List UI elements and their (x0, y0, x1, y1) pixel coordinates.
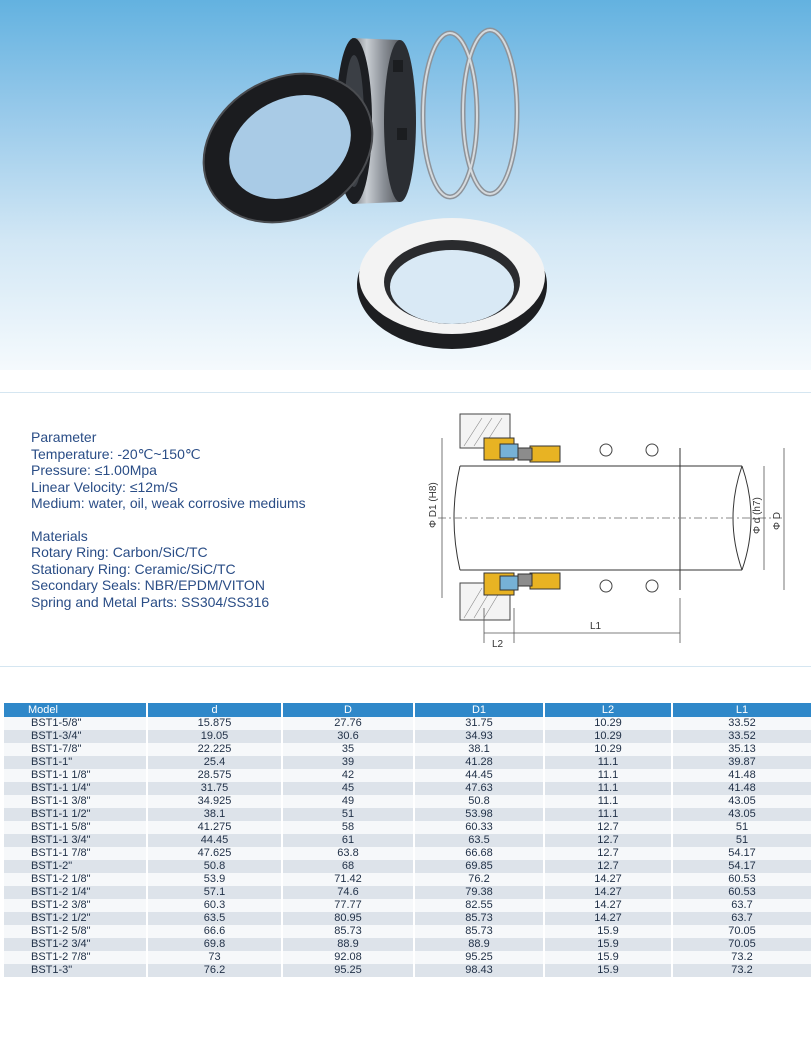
materials-line: Secondary Seals: NBR/EPDM/VITON (31, 577, 265, 593)
cell-l1: 70.05 (672, 925, 811, 938)
cell-big-d: 88.9 (282, 938, 414, 951)
table-row (4, 951, 811, 964)
cell-d: 69.8 (147, 938, 282, 951)
cell-d1: 50.8 (414, 795, 544, 808)
parameter-heading: Parameter (31, 429, 97, 445)
cell-big-d: 71.42 (282, 873, 414, 886)
table-row (4, 899, 811, 912)
cell-big-d: 68 (282, 860, 414, 873)
l2-dimension-label: L2 (492, 639, 504, 650)
cell-d1: 79.38 (414, 886, 544, 899)
cell-l2: 15.9 (544, 951, 672, 964)
cell-l1: 35.13 (672, 743, 811, 756)
materials-line: Spring and Metal Parts: SS304/SS316 (31, 593, 270, 610)
table-body (4, 717, 811, 977)
cell-l2: 11.1 (544, 756, 672, 769)
cell-d: 31.75 (147, 782, 282, 795)
cell-model: BST1-1 1/8" (4, 769, 147, 782)
cell-d: 60.3 (147, 899, 282, 912)
table-row (4, 821, 811, 834)
cell-l1: 54.17 (672, 860, 811, 873)
column-header-l1: L1 (672, 703, 811, 717)
cell-big-d: 39 (282, 756, 414, 769)
cell-model: BST1-1" (4, 756, 147, 769)
table-row (4, 912, 811, 925)
cell-l1: 63.7 (672, 899, 811, 912)
cell-l1: 39.87 (672, 756, 811, 769)
table-row (4, 847, 811, 860)
cell-l1: 70.05 (672, 938, 811, 951)
cell-model: BST1-1 1/4" (4, 782, 147, 795)
parameter-line: Linear Velocity: ≤12m/S (31, 478, 178, 495)
cell-l1: 60.53 (672, 886, 811, 899)
cell-d1: 34.93 (414, 730, 544, 743)
section-divider (0, 666, 811, 667)
table-row (4, 938, 811, 951)
cell-d1: 69.85 (414, 860, 544, 873)
table-row (4, 834, 811, 847)
cell-model: BST1-1 7/8" (4, 847, 147, 860)
cell-model: BST1-2 1/2" (4, 912, 147, 925)
cell-d1: 41.28 (414, 756, 544, 769)
cell-d: 44.45 (147, 834, 282, 847)
table-row (4, 808, 811, 821)
cell-d1: 53.98 (414, 808, 544, 821)
specification-text (31, 429, 306, 610)
mechanical-seal-image (0, 0, 811, 370)
cell-model: BST1-1 5/8" (4, 821, 147, 834)
cell-d1: 44.45 (414, 769, 544, 782)
cell-d: 73 (147, 951, 282, 964)
cell-d: 41.275 (147, 821, 282, 834)
parameter-line: Pressure: ≤1.00Mpa (31, 462, 157, 478)
cell-l2: 11.1 (544, 782, 672, 795)
cell-big-d: 77.77 (282, 899, 414, 912)
column-header-big-d: D (282, 703, 414, 717)
cell-d1: 88.9 (414, 938, 544, 951)
d-dimension-label: Φ d (h7) (752, 497, 763, 534)
cell-l2: 11.1 (544, 769, 672, 782)
cell-d1: 47.63 (414, 782, 544, 795)
table-row (4, 925, 811, 938)
cell-l1: 51 (672, 834, 811, 847)
cell-d: 63.5 (147, 912, 282, 925)
cell-model: BST1-1 3/8" (4, 795, 147, 808)
cell-l1: 60.53 (672, 873, 811, 886)
cell-d: 38.1 (147, 808, 282, 821)
cell-l1: 41.48 (672, 769, 811, 782)
cell-d1: 82.55 (414, 899, 544, 912)
cell-big-d: 74.6 (282, 886, 414, 899)
materials-line: Stationary Ring: Ceramic/SiC/TC (31, 560, 236, 577)
cell-d1: 85.73 (414, 912, 544, 925)
table-row (4, 730, 811, 743)
table-row (4, 743, 811, 756)
cell-d: 50.8 (147, 860, 282, 873)
cell-big-d: 27.76 (282, 717, 414, 730)
column-header-model: Model (4, 703, 147, 717)
cell-l1: 33.52 (672, 717, 811, 730)
cell-big-d: 49 (282, 795, 414, 808)
cell-d1: 31.75 (414, 717, 544, 730)
cell-model: BST1-2 1/8" (4, 873, 147, 886)
cell-model: BST1-3/4" (4, 730, 147, 743)
cell-l2: 12.7 (544, 834, 672, 847)
cell-d1: 98.43 (414, 964, 544, 977)
cell-l1: 43.05 (672, 808, 811, 821)
section-divider (0, 392, 811, 393)
cell-big-d: 30.6 (282, 730, 414, 743)
parameter-line: Temperature: -20℃~150℃ (31, 445, 201, 462)
cell-d1: 38.1 (414, 743, 544, 756)
cell-big-d: 92.08 (282, 951, 414, 964)
cell-l1: 51 (672, 821, 811, 834)
cell-model: BST1-2 3/4" (4, 938, 147, 951)
cell-l2: 10.29 (544, 730, 672, 743)
cell-d1: 95.25 (414, 951, 544, 964)
cell-d: 22.225 (147, 743, 282, 756)
cell-big-d: 58 (282, 821, 414, 834)
cell-l2: 12.7 (544, 821, 672, 834)
cell-l1: 63.7 (672, 912, 811, 925)
cell-big-d: 85.73 (282, 925, 414, 938)
cell-d1: 60.33 (414, 821, 544, 834)
cell-d: 76.2 (147, 964, 282, 977)
cell-d1: 66.68 (414, 847, 544, 860)
d1-dimension-label: Φ D1 (H8) (428, 482, 439, 528)
technical-drawing (412, 408, 792, 658)
cell-model: BST1-2" (4, 860, 147, 873)
table-row (4, 964, 811, 977)
cell-l2: 15.9 (544, 964, 672, 977)
cell-big-d: 51 (282, 808, 414, 821)
table-row (4, 860, 811, 873)
cell-d1: 76.2 (414, 873, 544, 886)
cell-model: BST1-1 1/2" (4, 808, 147, 821)
cell-d: 15.875 (147, 717, 282, 730)
cell-l2: 11.1 (544, 795, 672, 808)
cell-l1: 54.17 (672, 847, 811, 860)
cell-model: BST1-2 5/8" (4, 925, 147, 938)
materials-line: Rotary Ring: Carbon/SiC/TC (31, 544, 208, 560)
cell-l1: 43.05 (672, 795, 811, 808)
table-row (4, 717, 811, 730)
table-row (4, 782, 811, 795)
cell-l2: 10.29 (544, 743, 672, 756)
cell-l2: 14.27 (544, 873, 672, 886)
cell-l2: 15.9 (544, 925, 672, 938)
big-d-dimension-label: Φ D (772, 512, 783, 530)
cell-l2: 14.27 (544, 899, 672, 912)
materials-heading: Materials (31, 527, 88, 544)
cell-big-d: 42 (282, 769, 414, 782)
table-row (4, 769, 811, 782)
product-photo (0, 0, 811, 370)
column-header-d: d (147, 703, 282, 717)
cell-big-d: 35 (282, 743, 414, 756)
cell-l1: 73.2 (672, 964, 811, 977)
cell-l2: 14.27 (544, 912, 672, 925)
cell-model: BST1-2 1/4" (4, 886, 147, 899)
cell-big-d: 45 (282, 782, 414, 795)
cell-d1: 85.73 (414, 925, 544, 938)
cell-big-d: 80.95 (282, 912, 414, 925)
column-header-l2: L2 (544, 703, 672, 717)
cell-l2: 15.9 (544, 938, 672, 951)
cell-l1: 41.48 (672, 782, 811, 795)
cell-model: BST1-3" (4, 964, 147, 977)
cell-d: 66.6 (147, 925, 282, 938)
cell-d: 53.9 (147, 873, 282, 886)
cell-d: 34.925 (147, 795, 282, 808)
ceramic-ring-icon (357, 218, 547, 349)
cell-l1: 73.2 (672, 951, 811, 964)
cell-l2: 11.1 (544, 808, 672, 821)
cell-model: BST1-5/8" (4, 717, 147, 730)
table-row (4, 873, 811, 886)
cell-l2: 14.27 (544, 886, 672, 899)
cell-d: 47.625 (147, 847, 282, 860)
table-header-row (4, 703, 811, 717)
cell-big-d: 95.25 (282, 964, 414, 977)
cell-big-d: 61 (282, 834, 414, 847)
cell-d: 28.575 (147, 769, 282, 782)
cell-l2: 10.29 (544, 717, 672, 730)
dimension-table (4, 703, 811, 977)
cell-d1: 63.5 (414, 834, 544, 847)
cell-d: 19.05 (147, 730, 282, 743)
cell-model: BST1-7/8" (4, 743, 147, 756)
table-row (4, 886, 811, 899)
column-header-d1: D1 (414, 703, 544, 717)
cell-d: 57.1 (147, 886, 282, 899)
cell-l2: 12.7 (544, 860, 672, 873)
cell-model: BST1-1 3/4" (4, 834, 147, 847)
table-row (4, 756, 811, 769)
l1-dimension-label: L1 (590, 621, 602, 632)
cell-d: 25.4 (147, 756, 282, 769)
table-row (4, 795, 811, 808)
cell-big-d: 63.8 (282, 847, 414, 860)
cell-l2: 12.7 (544, 847, 672, 860)
cell-model: BST1-2 3/8" (4, 899, 147, 912)
cell-model: BST1-2 7/8" (4, 951, 147, 964)
cell-l1: 33.52 (672, 730, 811, 743)
parameter-line: Medium: water, oil, weak corrosive mediums (31, 495, 306, 511)
